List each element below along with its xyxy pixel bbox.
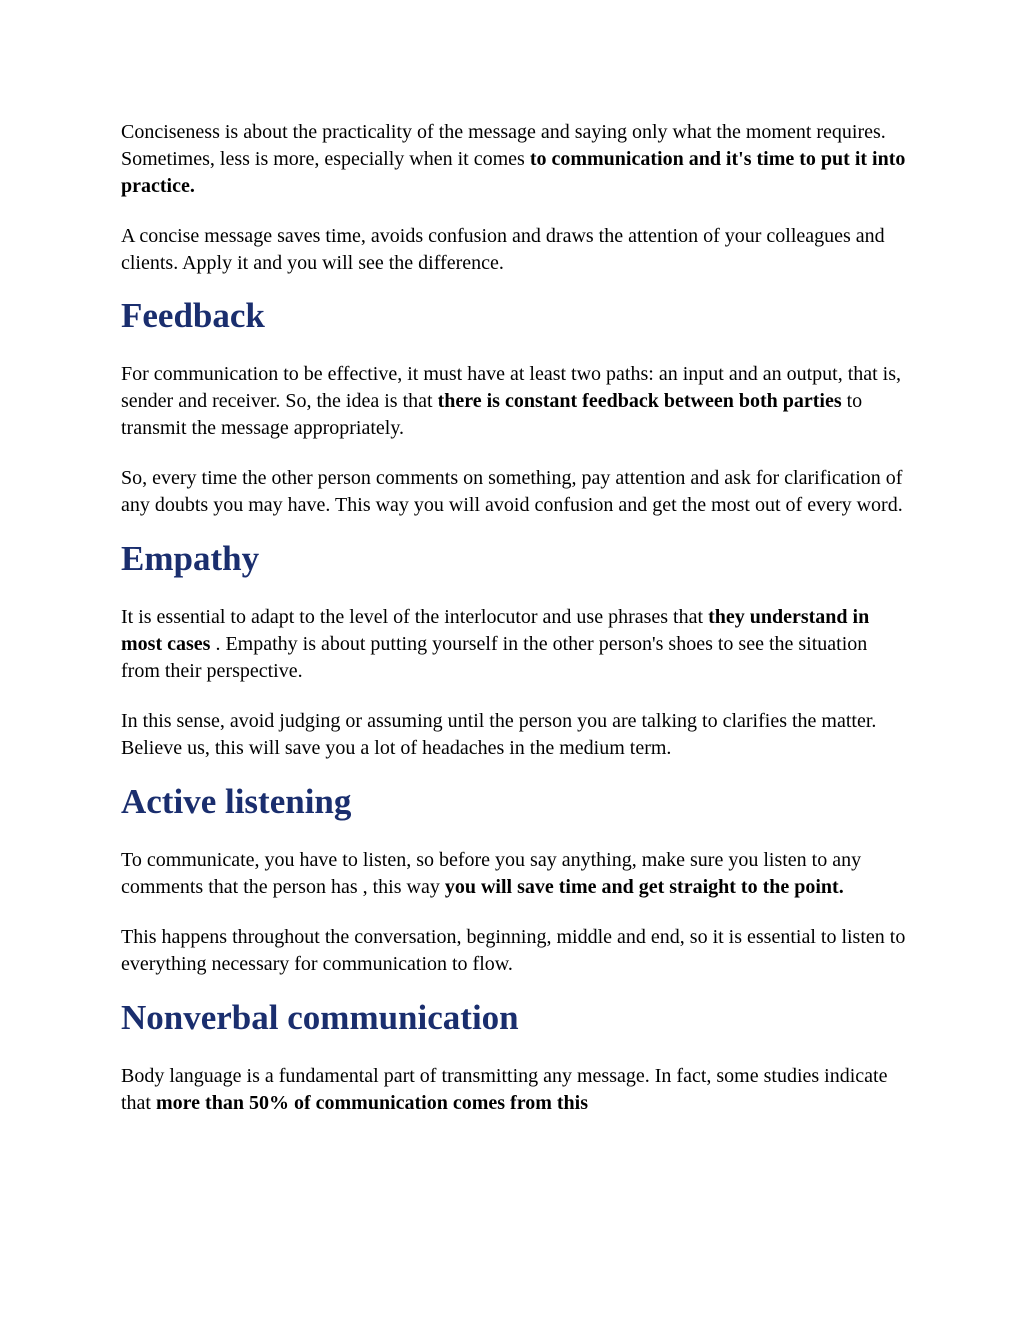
heading-active-listening: Active listening	[121, 782, 352, 821]
bold-text: there is constant feedback between both parties	[437, 390, 842, 412]
paragraph-empathy-1: It is essential to adapt to the level of the interlocutor and use phrases that they understand in most cases . Empathy is about putting yourself in the other person's shoes to see the situation from their perspective.	[121, 606, 870, 682]
paragraph-nonverbal-1: Body language is a fundamental part of transmitting any message. In fact, some studies indicate that more than 50% of communication comes from this	[121, 1065, 888, 1114]
bold-text: to communication and it's time to put it into practice.	[121, 148, 906, 197]
heading-feedback: Feedback	[121, 296, 265, 335]
paragraph-feedback-1: For communication to be effective, it must have at least two paths: an input and an output, that is, sender and receiver. So, the idea is that there is constant feedback between both parties to transmit the message appropriately.	[121, 363, 902, 439]
document-page	[121, 119, 911, 1117]
paragraph-empathy-2: In this sense, avoid judging or assuming until the person you are talking to clarifies the matter. Believe us, this will save you a lot of headaches in the medium term.	[121, 710, 877, 759]
section-empathy	[121, 539, 911, 762]
section-nonverbal-communication	[121, 998, 911, 1117]
paragraph-feedback-2: So, every time the other person comments on something, pay attention and ask for clarification of any doubts you may have. This way you will avoid confusion and get the most out of every word.	[121, 467, 903, 516]
paragraph-active-listening-1: To communicate, you have to listen, so before you say anything, make sure you listen to any comments that the person has , this way you will save time and get straight to the point.	[121, 849, 862, 898]
bold-text: more than 50% of communication comes from this	[156, 1092, 588, 1114]
bold-text: they understand in most cases	[121, 606, 870, 655]
section-conciseness	[121, 119, 911, 277]
bold-text: you will save time and get straight to the point.	[444, 876, 844, 898]
paragraph-conciseness-2: A concise message saves time, avoids confusion and draws the attention of your colleagues and clients. Apply it and you will see the difference.	[121, 225, 885, 274]
section-active-listening	[121, 782, 911, 978]
paragraph-conciseness-1: Conciseness is about the practicality of the message and saying only what the moment requires. Sometimes, less is more, especially when it comes to communication and it's time to put it into practice.	[121, 121, 906, 197]
heading-empathy: Empathy	[121, 539, 260, 578]
section-feedback	[121, 296, 911, 519]
heading-nonverbal-communication: Nonverbal communication	[121, 998, 519, 1037]
paragraph-active-listening-2: This happens throughout the conversation, beginning, middle and end, so it is essential to listen to everything necessary for communication to flow.	[121, 926, 906, 975]
